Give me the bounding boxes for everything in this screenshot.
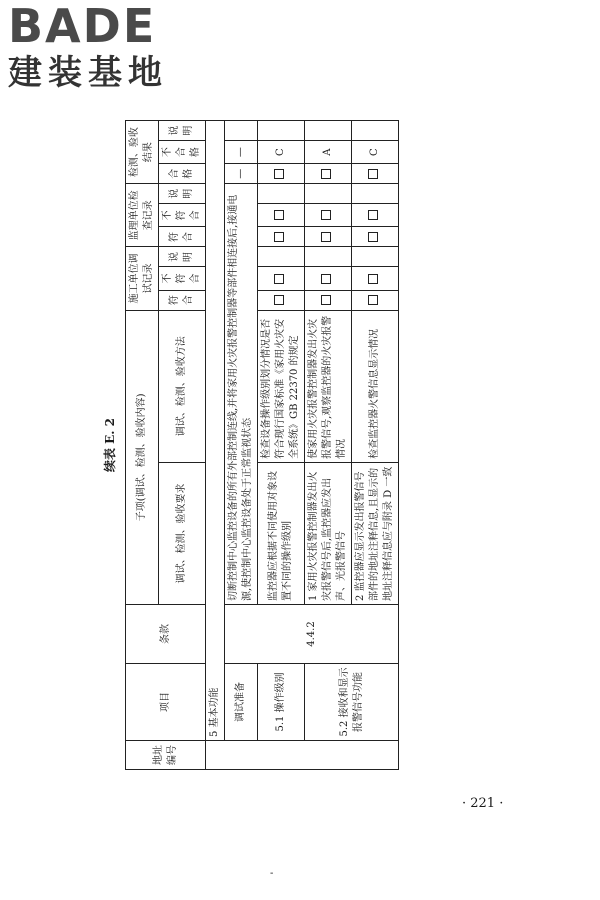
header-project: 项目 — [126, 664, 206, 741]
clause-cell: 4.4.2 — [225, 605, 399, 664]
header-supervision: 监理单位检查记录 — [126, 184, 159, 247]
project-cell: 5.2 接收和显示报警信号功能 — [305, 664, 399, 741]
project-cell: 调试准备 — [225, 664, 258, 741]
header-inspection: 检测、验收结果 — [126, 121, 159, 184]
checkbox[interactable] — [321, 232, 331, 242]
header-s-notok: 不符合 — [159, 204, 206, 227]
fail-cell: C — [258, 141, 305, 164]
checkbox[interactable] — [274, 274, 284, 284]
checkbox[interactable] — [274, 210, 284, 220]
header-addr: 地址编号 — [126, 741, 206, 770]
header-req: 调试、检测、验收要求 — [159, 462, 206, 604]
project-cell: 5.1 操作级别 — [258, 664, 305, 741]
prep-text: 切断控制中心监控设备的所有外部控制连线,并将家用火灾报警控制器等部件相连接后,接通电源,使控制中心监控设备处于正常监视状态 — [225, 184, 258, 605]
inspection-table — [125, 120, 399, 770]
checkbox[interactable] — [368, 232, 378, 242]
header-subitem: 子项(调试、检测、验收内容) — [126, 310, 159, 604]
header-s-note: 说明 — [159, 184, 206, 204]
header-row-1 — [126, 121, 159, 770]
checkbox[interactable] — [321, 210, 331, 220]
checkbox[interactable] — [274, 232, 284, 242]
req-cell: 2 监控器应显示发出报警信号部件的地址注释信息,且显示的地址注释信息应与附录 D 一致 — [352, 462, 399, 604]
checkbox[interactable] — [368, 295, 378, 305]
req-cell: 1 家用火灾报警控制器发出火灾报警信号后,监控器应发出声、光报警信号 — [305, 462, 352, 604]
page-number: · 221 · — [462, 796, 504, 811]
checkbox[interactable] — [321, 169, 331, 179]
method-cell: 检查监控器火警信息显示情况 — [352, 310, 399, 462]
table-row — [225, 121, 258, 770]
checkbox[interactable] — [368, 210, 378, 220]
table-row — [305, 121, 352, 770]
brand-logo: BADE — [8, 0, 157, 53]
section-title: 5 基本功能 — [206, 121, 225, 741]
fail-cell: A — [305, 141, 352, 164]
method-cell: 检查设备操作级别划分情况是否符合现行国家标准《家用火灾安全系统》GB 22370 的规定 — [258, 310, 305, 462]
checkbox[interactable] — [274, 295, 284, 305]
req-cell: 监控器应根据不同使用对象设置不同的操作级别 — [258, 462, 305, 604]
checkbox[interactable] — [368, 274, 378, 284]
header-c-notok: 不符合 — [159, 267, 206, 290]
header-fail: 不合格 — [159, 141, 206, 164]
footer-mark: - — [270, 868, 274, 879]
brand-subtitle: 建装基地 — [8, 53, 168, 93]
checkbox[interactable] — [368, 169, 378, 179]
table-row — [258, 121, 305, 770]
checkbox[interactable] — [321, 295, 331, 305]
checkbox[interactable] — [321, 274, 331, 284]
header-s-ok: 符合 — [159, 227, 206, 247]
rotated-table-page — [103, 120, 505, 770]
method-cell: 使家用火灾报警控制器发出火灾报警信号,观察监控器的火灾报警情况 — [305, 310, 352, 462]
table-caption: 续表 E. 2 — [103, 417, 117, 473]
fail-cell: — — [225, 141, 258, 164]
header-pass: 合格 — [159, 164, 206, 184]
header-construction: 施工单位调试记录 — [126, 247, 159, 310]
header-c-ok: 符合 — [159, 290, 206, 310]
section-row — [206, 121, 225, 770]
fail-cell: C — [352, 141, 399, 164]
header-clause: 条款 — [126, 605, 206, 664]
header-c-note: 说明 — [159, 247, 206, 267]
header-i-note: 说明 — [159, 121, 206, 141]
addr-cell — [206, 741, 399, 770]
header-method: 调试、检测、验收方法 — [159, 310, 206, 462]
checkbox[interactable] — [274, 169, 284, 179]
pass-cell: — — [225, 164, 258, 184]
